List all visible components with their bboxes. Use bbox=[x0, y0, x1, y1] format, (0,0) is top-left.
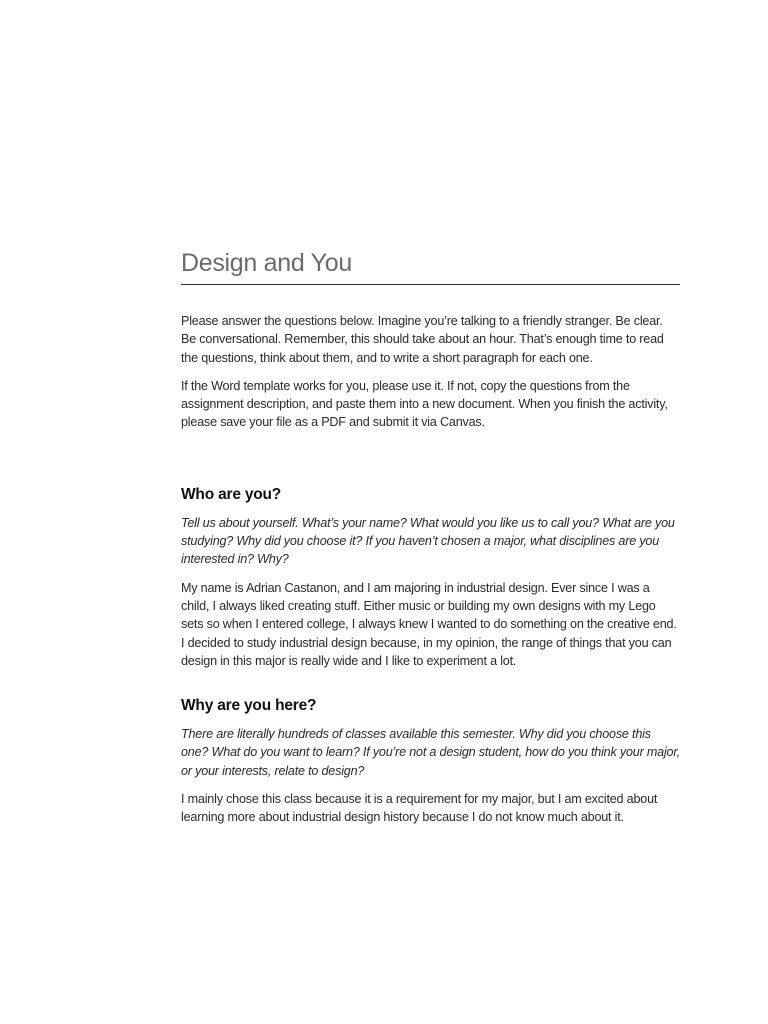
section-prompt: There are literally hundreds of classes available this semester. Why did you choose this one? What do you want to learn? If you’re not a design student, how do you think your major, or your interests, relate to design? bbox=[181, 727, 680, 778]
section-answer: I mainly chose this class because it is a requirement for my major, but I am excited about learning more about industrial design history because I do not know much about it. bbox=[181, 792, 658, 825]
section-answer: My name is Adrian Castanon, and I am majoring in industrial design. Ever since I was a child, I always liked creating stuff. Either music or building my own designs with my Lego sets so when I entered college, I always knew I wanted to do something on the creative end. I decided to study industrial design because, in my opinion, the range of things that you can design in this major is really wide and I like to experiment a lot. bbox=[181, 580, 677, 668]
section-why-are-you-here bbox=[181, 696, 680, 826]
intro-block bbox=[181, 312, 680, 432]
section-heading: Why are you here? bbox=[181, 697, 317, 715]
intro-paragraph-1: Please answer the questions below. Imagine you’re talking to a friendly stranger. Be clear. Be conversational. Remember, this should take about an hour. That’s enough time to read the questions, think about them, and to write a short paragraph for each one. bbox=[181, 314, 664, 365]
section-heading: Who are you? bbox=[181, 485, 282, 503]
intro-paragraph-2: If the Word template works for you, please use it. If not, copy the questions from the assignment description, and paste them into a new document. When you finish the activity, please save your file as a PDF and submit it via Canvas. bbox=[181, 378, 668, 430]
section-who-are-you bbox=[181, 485, 680, 670]
section-prompt: Tell us about yourself. What’s your name? What would you like us to call you? What are you studying? Why did you choose it? If you haven’t chosen a major, what disciplines are you interested in? Why? bbox=[181, 515, 675, 567]
document-title: Design and You bbox=[181, 248, 680, 285]
document-page bbox=[181, 248, 680, 837]
